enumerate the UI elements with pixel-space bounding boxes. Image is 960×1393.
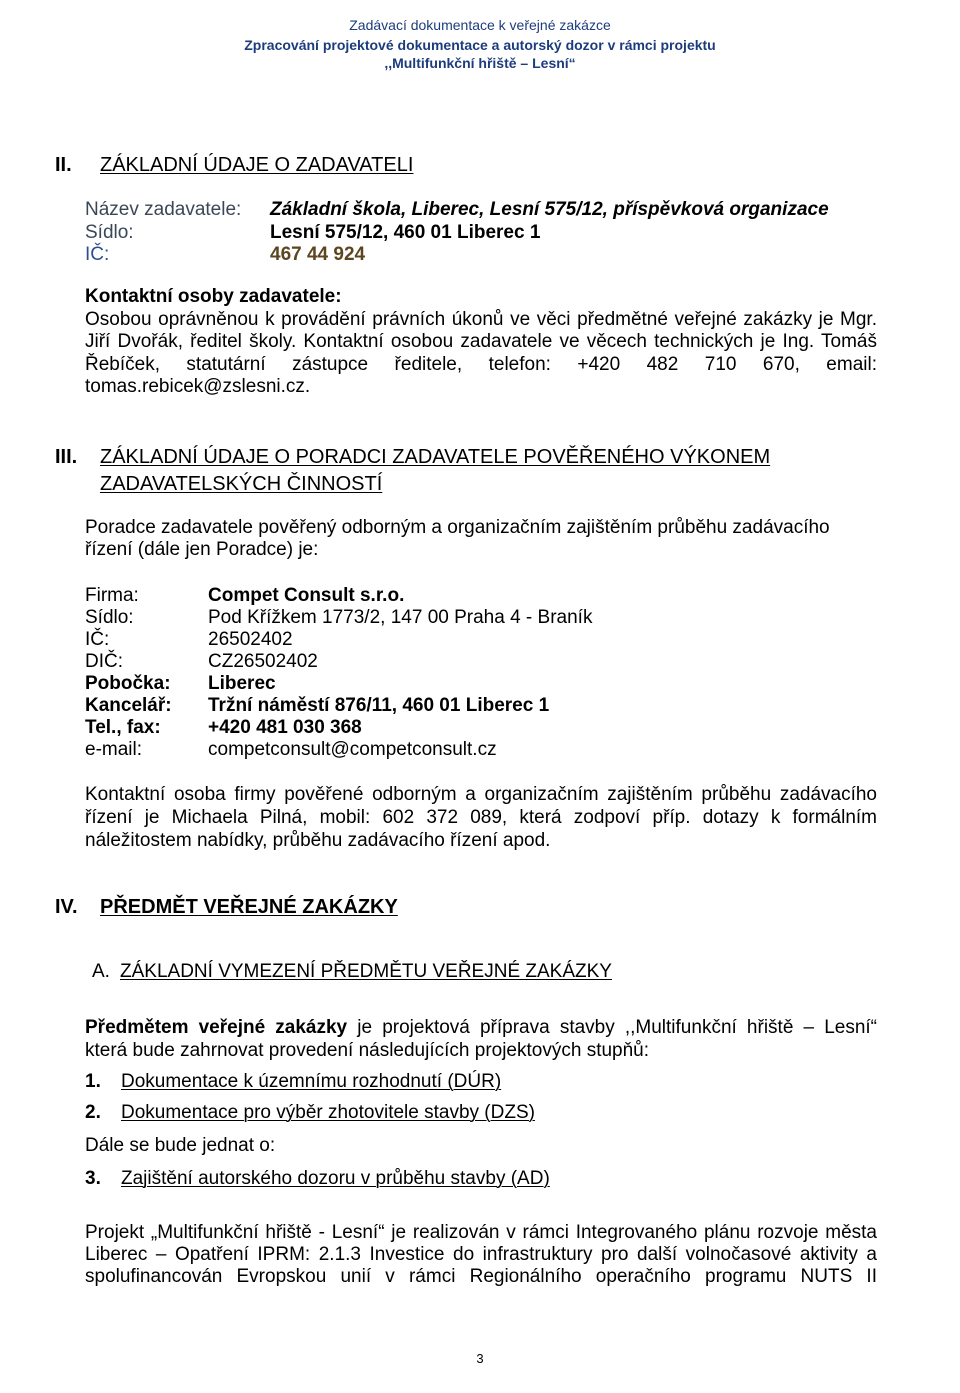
- paragraph-line: Osobou oprávněnou k provádění právních úkonů ve věci předmětné veřejné zakázky je Mgr.: [85, 309, 877, 330]
- stage-item: [85, 1071, 877, 1093]
- subsection-letter: A.: [92, 961, 110, 982]
- contracting-authority-seat-row: [85, 222, 877, 244]
- advisor-seat-row: [85, 607, 877, 629]
- paragraph-line: spolufinancován Evropskou unií v rámci Regionálního operačního programu NUTS II: [85, 1266, 877, 1287]
- row-label: Firma:: [85, 585, 139, 606]
- advisor-id-row: [85, 629, 877, 651]
- row-label: IČ:: [85, 244, 110, 265]
- advisor-office-row: [85, 695, 877, 717]
- row-label: Tel., fax:: [85, 717, 161, 738]
- row-label: Sídlo:: [85, 222, 134, 243]
- header-line-2: Zpracování projektové dokumentace a autorský dozor v rámci projektu: [244, 37, 716, 53]
- row-label: Pobočka:: [85, 673, 171, 694]
- page-number: 3: [476, 1351, 484, 1366]
- row-value: CZ26502402: [208, 651, 318, 672]
- stage-number: 1.: [85, 1071, 101, 1092]
- paragraph-line: Poradce zadavatele pověřený odborným a organizačním zajištěním průběhu zadávacího: [85, 517, 830, 538]
- row-label: IČ:: [85, 629, 110, 650]
- paragraph-line: Řebíček, statutární zástupce ředitele, telefon: +420 482 710 670, email:: [85, 353, 877, 375]
- section-3-number: III.: [55, 446, 78, 468]
- row-label: Sídlo:: [85, 607, 134, 628]
- advisor-firm-row: [85, 585, 877, 607]
- section-3-title-line-1: ZÁKLADNÍ ÚDAJE O PORADCI ZADAVATELE POVĚŘENÉHO VÝKONEM: [100, 446, 771, 468]
- contracting-authority-name-row: [85, 199, 877, 221]
- section-4-number: IV.: [55, 896, 78, 918]
- paragraph-line: Jiří Dvořák, ředitel školy. Kontaktní osobou zadavatele ve věcech technických je Ing. Tomáš: [85, 331, 877, 353]
- row-value: Tržní náměstí 876/11, 460 01 Liberec 1: [208, 695, 550, 716]
- paragraph-line: řízení (dále jen Poradce) je:: [85, 539, 319, 560]
- subsection-title: ZÁKLADNÍ VYMEZENÍ PŘEDMĚTU VEŘEJNÉ ZAKÁZKY: [120, 961, 612, 982]
- paragraph-line: Kontaktní osoba firmy pověřené odborným a organizačním zajištěním průběhu zadávacího: [85, 784, 877, 805]
- stage-number: 3.: [85, 1168, 101, 1189]
- row-label: e-mail:: [85, 739, 143, 760]
- row-value: 26502402: [208, 629, 293, 650]
- row-value: Liberec: [208, 673, 276, 694]
- row-label: Kancelář:: [85, 695, 172, 716]
- row-value: Základní škola, Liberec, Lesní 575/12, příspěvková organizace: [270, 199, 829, 220]
- further-note: Dále se bude jednat o:: [85, 1135, 276, 1156]
- contacts-heading: Kontaktní osoby zadavatele:: [85, 286, 342, 307]
- section-4-title: PŘEDMĚT VEŘEJNÉ ZAKÁZKY: [100, 896, 398, 918]
- paragraph-line: řízení je Michaela Pilná, mobil: 602 372 089, která zodpoví příp. dotazy k formálním: [85, 807, 877, 828]
- stage-text: Dokumentace pro výběr zhotovitele stavby (DZS): [121, 1102, 535, 1123]
- row-value: Pod Křížkem 1773/2, 147 00 Praha 4 - Braník: [208, 607, 593, 628]
- stage-item: [85, 1102, 877, 1124]
- section-2-title: ZÁKLADNÍ ÚDAJE O ZADAVATELI: [100, 154, 414, 176]
- advisor-branch-row: [85, 673, 877, 695]
- stage-item: [85, 1168, 877, 1190]
- row-value: 467 44 924: [270, 244, 366, 265]
- stage-text: Zajištění autorského dozoru v průběhu stavby (AD): [121, 1168, 550, 1189]
- paragraph-line: Projekt „Multifunkční hřiště - Lesní“ je realizován v rámci Integrovaného plánu rozvoje města: [85, 1222, 877, 1243]
- subject-bold-lead: Předmětem veřejné zakázky: [85, 1017, 348, 1038]
- row-value: competconsult@competconsult.cz: [208, 739, 497, 760]
- contracting-authority-id-row: [85, 244, 877, 266]
- paragraph-line: tomas.rebicek@zslesni.cz.: [85, 375, 311, 397]
- project-paragraph: [85, 1222, 877, 1288]
- stage-number: 2.: [85, 1102, 101, 1123]
- row-label: DIČ:: [85, 651, 123, 672]
- advisor-contact-paragraph: [85, 783, 877, 852]
- paragraph-line: která bude zahrnovat provedení následujících projektových stupňů:: [85, 1040, 650, 1061]
- row-label: Název zadavatele:: [85, 199, 242, 220]
- subject-text: je projektová příprava stavby ,,Multifunkční hřiště – Lesní“: [357, 1017, 878, 1038]
- advisor-intro-paragraph: [85, 517, 877, 561]
- contacts-paragraph: [85, 309, 877, 398]
- advisor-email-row: [85, 739, 877, 761]
- row-value: Lesní 575/12, 460 01 Liberec 1: [270, 222, 541, 243]
- advisor-phone-row: [85, 717, 877, 739]
- subject-paragraph: [85, 1016, 877, 1062]
- paragraph-line: [85, 1016, 877, 1039]
- stage-text: Dokumentace k územnímu rozhodnutí (DÚR): [121, 1071, 502, 1092]
- section-2-number: II.: [55, 154, 72, 176]
- paragraph-line: Liberec – Opatření IPRM: 2.1.3 Investice do infrastruktury pro další volnočasové aktivity a: [85, 1244, 877, 1265]
- section-3-title-line-2: ZADAVATELSKÝCH ČINNOSTÍ: [100, 473, 383, 495]
- row-value: Compet Consult s.r.o.: [208, 585, 405, 606]
- header-line-3: ,,Multifunkční hřiště – Lesní“: [384, 55, 576, 71]
- advisor-vat-id-row: [85, 651, 877, 673]
- header-line-1: Zadávací dokumentace k veřejné zakázce: [349, 17, 611, 33]
- paragraph-line: náležitostem nabídky, průběhu zadávacího řízení apod.: [85, 830, 551, 851]
- row-value: +420 481 030 368: [208, 717, 362, 738]
